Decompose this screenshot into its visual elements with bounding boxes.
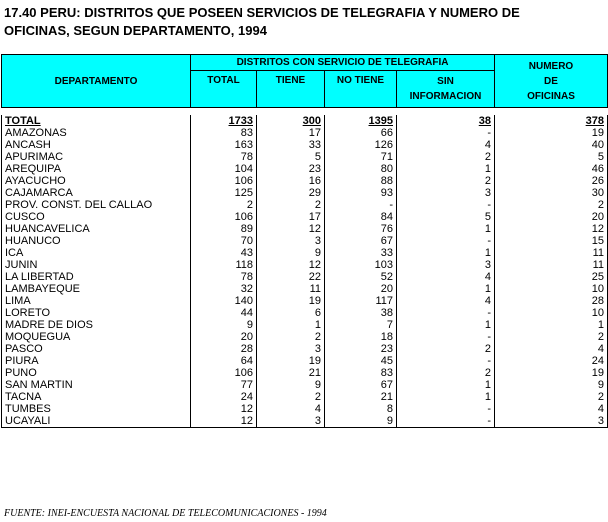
cell-departamento: LORETO: [2, 307, 191, 319]
cell-oficinas: 40: [495, 139, 608, 151]
cell-oficinas: 2: [495, 391, 608, 403]
cell-tiene: 2: [257, 199, 325, 211]
cell-no-tiene: 67: [325, 379, 397, 391]
cell-total: 118: [191, 259, 257, 271]
cell-no-tiene: 66: [325, 127, 397, 139]
cell-oficinas: 25: [495, 271, 608, 283]
cell-total: 140: [191, 295, 257, 307]
cell-sin-informacion: 5: [397, 211, 495, 223]
table-row: [2, 151, 608, 163]
table-row: [2, 355, 608, 367]
cell-total: 64: [191, 355, 257, 367]
table-header: [2, 55, 608, 108]
table-row: [2, 331, 608, 343]
header-group-telegrafia: DISTRITOS CON SERVICIO DE TELEGRAFIA: [191, 55, 495, 71]
cell-total: 70: [191, 235, 257, 247]
cell-total: 44: [191, 307, 257, 319]
cell-no-tiene: 7: [325, 319, 397, 331]
cell-no-tiene: 117: [325, 295, 397, 307]
cell-departamento: SAN MARTIN: [2, 379, 191, 391]
cell-total: 24: [191, 391, 257, 403]
table-row: [2, 295, 608, 307]
cell-total: 89: [191, 223, 257, 235]
cell-tiene: 19: [257, 295, 325, 307]
cell-total: 106: [191, 211, 257, 223]
header-numero-line-3: OFICINAS: [527, 90, 575, 102]
table-row-total: [2, 115, 608, 127]
table-row: [2, 235, 608, 247]
header-total: TOTAL: [191, 71, 257, 108]
cell-oficinas: 1: [495, 319, 608, 331]
table-row: [2, 319, 608, 331]
table-row: [2, 343, 608, 355]
cell-no-tiene: -: [325, 199, 397, 211]
cell-sin-informacion: 1: [397, 379, 495, 391]
cell-departamento: AMAZONAS: [2, 127, 191, 139]
cell-departamento: PIURA: [2, 355, 191, 367]
cell-tiene: 16: [257, 175, 325, 187]
cell-tiene: 2: [257, 391, 325, 403]
cell-no-tiene: 76: [325, 223, 397, 235]
cell-oficinas: 10: [495, 283, 608, 295]
cell-total: 9: [191, 319, 257, 331]
cell-departamento: CUSCO: [2, 211, 191, 223]
cell-tiene: 23: [257, 163, 325, 175]
cell-total: 106: [191, 175, 257, 187]
cell-tiene: 19: [257, 355, 325, 367]
table-row: [2, 127, 608, 139]
cell-no-tiene: 52: [325, 271, 397, 283]
cell-total: 77: [191, 379, 257, 391]
cell-oficinas: 9: [495, 379, 608, 391]
cell-tiene: 9: [257, 379, 325, 391]
cell-tiene: 2: [257, 331, 325, 343]
cell-sin-informacion: 2: [397, 175, 495, 187]
cell-no-tiene: 103: [325, 259, 397, 271]
table-row: [2, 415, 608, 428]
cell-tiene: 11: [257, 283, 325, 295]
cell-oficinas: 10: [495, 307, 608, 319]
cell-no-tiene: 71: [325, 151, 397, 163]
table-row: [2, 199, 608, 211]
cell-no-tiene: 38: [325, 307, 397, 319]
cell-oficinas: 378: [495, 115, 608, 127]
cell-tiene: 12: [257, 259, 325, 271]
cell-oficinas: 46: [495, 163, 608, 175]
cell-sin-informacion: 3: [397, 259, 495, 271]
cell-total: 163: [191, 139, 257, 151]
cell-departamento: PUNO: [2, 367, 191, 379]
table-row: [2, 175, 608, 187]
cell-total: 20: [191, 331, 257, 343]
table-row: [2, 247, 608, 259]
cell-no-tiene: 23: [325, 343, 397, 355]
cell-tiene: 29: [257, 187, 325, 199]
cell-oficinas: 19: [495, 127, 608, 139]
cell-total: 28: [191, 343, 257, 355]
cell-no-tiene: 83: [325, 367, 397, 379]
header-tiene: TIENE: [257, 71, 325, 108]
header-numero-line-1: NUMERO: [528, 60, 574, 72]
table-row: [2, 403, 608, 415]
cell-total: 1733: [191, 115, 257, 127]
cell-tiene: 21: [257, 367, 325, 379]
cell-departamento: LAMBAYEQUE: [2, 283, 191, 295]
cell-departamento: PASCO: [2, 343, 191, 355]
cell-no-tiene: 1395: [325, 115, 397, 127]
cell-sin-informacion: 2: [397, 343, 495, 355]
cell-tiene: 3: [257, 415, 325, 428]
cell-tiene: 17: [257, 211, 325, 223]
header-sin-line-1: SIN: [437, 76, 454, 87]
cell-oficinas: 26: [495, 175, 608, 187]
cell-departamento: LA LIBERTAD: [2, 271, 191, 283]
cell-sin-informacion: 4: [397, 139, 495, 151]
cell-tiene: 22: [257, 271, 325, 283]
cell-total: 2: [191, 199, 257, 211]
cell-oficinas: 11: [495, 247, 608, 259]
table-title: [4, 4, 604, 40]
cell-total: 78: [191, 271, 257, 283]
cell-sin-informacion: 38: [397, 115, 495, 127]
table-row: [2, 391, 608, 403]
cell-no-tiene: 8: [325, 403, 397, 415]
cell-oficinas: 19: [495, 367, 608, 379]
cell-sin-informacion: 1: [397, 283, 495, 295]
cell-departamento: MADRE DE DIOS: [2, 319, 191, 331]
cell-departamento: TUMBES: [2, 403, 191, 415]
cell-departamento: JUNIN: [2, 259, 191, 271]
cell-sin-informacion: 1: [397, 247, 495, 259]
cell-oficinas: 4: [495, 343, 608, 355]
cell-no-tiene: 93: [325, 187, 397, 199]
cell-total: 12: [191, 415, 257, 428]
cell-total: 104: [191, 163, 257, 175]
cell-sin-informacion: 1: [397, 223, 495, 235]
header-separator: [2, 108, 608, 116]
cell-no-tiene: 84: [325, 211, 397, 223]
cell-no-tiene: 21: [325, 391, 397, 403]
cell-sin-informacion: -: [397, 415, 495, 428]
cell-departamento: PROV. CONST. DEL CALLAO: [2, 199, 191, 211]
cell-no-tiene: 45: [325, 355, 397, 367]
header-sin-line-2: INFORMACION: [409, 91, 482, 102]
cell-total: 43: [191, 247, 257, 259]
cell-departamento: TACNA: [2, 391, 191, 403]
cell-departamento: TOTAL: [2, 115, 191, 127]
table-row: [2, 223, 608, 235]
table-row: [2, 259, 608, 271]
cell-oficinas: 2: [495, 199, 608, 211]
table-row: [2, 163, 608, 175]
cell-tiene: 9: [257, 247, 325, 259]
table-row: [2, 271, 608, 283]
cell-departamento: CAJAMARCA: [2, 187, 191, 199]
cell-departamento: MOQUEGUA: [2, 331, 191, 343]
table-row: [2, 139, 608, 151]
cell-departamento: UCAYALI: [2, 415, 191, 428]
cell-no-tiene: 18: [325, 331, 397, 343]
cell-oficinas: 11: [495, 259, 608, 271]
table-row: [2, 187, 608, 199]
title-line-2: OFICINAS, SEGUN DEPARTAMENTO, 1994: [4, 23, 267, 38]
cell-departamento: AYACUCHO: [2, 175, 191, 187]
cell-departamento: ANCASH: [2, 139, 191, 151]
table-row: [2, 307, 608, 319]
title-line-1: 17.40 PERU: DISTRITOS QUE POSEEN SERVICIOS DE TELEGRAFIA Y NUMERO DE: [4, 5, 520, 20]
cell-no-tiene: 80: [325, 163, 397, 175]
cell-tiene: 17: [257, 127, 325, 139]
cell-sin-informacion: -: [397, 199, 495, 211]
cell-no-tiene: 67: [325, 235, 397, 247]
cell-oficinas: 15: [495, 235, 608, 247]
cell-tiene: 4: [257, 403, 325, 415]
cell-tiene: 5: [257, 151, 325, 163]
cell-no-tiene: 126: [325, 139, 397, 151]
cell-oficinas: 24: [495, 355, 608, 367]
header-sin-informacion: [397, 71, 495, 108]
table-row: [2, 283, 608, 295]
cell-sin-informacion: -: [397, 403, 495, 415]
cell-sin-informacion: 1: [397, 319, 495, 331]
cell-sin-informacion: -: [397, 331, 495, 343]
cell-oficinas: 3: [495, 415, 608, 428]
cell-departamento: LIMA: [2, 295, 191, 307]
table-row: [2, 367, 608, 379]
cell-oficinas: 30: [495, 187, 608, 199]
cell-sin-informacion: 2: [397, 367, 495, 379]
cell-sin-informacion: -: [397, 307, 495, 319]
cell-oficinas: 4: [495, 403, 608, 415]
cell-total: 32: [191, 283, 257, 295]
cell-oficinas: 12: [495, 223, 608, 235]
table-row: [2, 211, 608, 223]
cell-total: 125: [191, 187, 257, 199]
cell-oficinas: 5: [495, 151, 608, 163]
header-no-tiene: NO TIENE: [325, 71, 397, 108]
source-note: FUENTE: INEI-ENCUESTA NACIONAL DE TELECOMUNICACIONES - 1994: [4, 508, 327, 519]
cell-oficinas: 28: [495, 295, 608, 307]
cell-tiene: 3: [257, 343, 325, 355]
cell-sin-informacion: 2: [397, 151, 495, 163]
header-numero-oficinas: [495, 55, 608, 108]
cell-departamento: HUANUCO: [2, 235, 191, 247]
cell-oficinas: 20: [495, 211, 608, 223]
cell-sin-informacion: -: [397, 355, 495, 367]
cell-tiene: 12: [257, 223, 325, 235]
header-numero-line-2: DE: [544, 75, 558, 87]
cell-sin-informacion: -: [397, 235, 495, 247]
cell-no-tiene: 9: [325, 415, 397, 428]
cell-tiene: 33: [257, 139, 325, 151]
cell-departamento: HUANCAVELICA: [2, 223, 191, 235]
cell-departamento: AREQUIPA: [2, 163, 191, 175]
cell-total: 106: [191, 367, 257, 379]
table-row: [2, 379, 608, 391]
cell-departamento: APURIMAC: [2, 151, 191, 163]
table-body: [2, 108, 608, 428]
cell-no-tiene: 33: [325, 247, 397, 259]
statistics-table: [1, 54, 608, 428]
cell-tiene: 6: [257, 307, 325, 319]
cell-sin-informacion: 3: [397, 187, 495, 199]
header-departamento: DEPARTAMENTO: [2, 55, 191, 108]
cell-departamento: ICA: [2, 247, 191, 259]
cell-no-tiene: 20: [325, 283, 397, 295]
cell-tiene: 300: [257, 115, 325, 127]
cell-sin-informacion: 4: [397, 295, 495, 307]
cell-sin-informacion: 1: [397, 391, 495, 403]
cell-tiene: 3: [257, 235, 325, 247]
cell-oficinas: 2: [495, 331, 608, 343]
cell-tiene: 1: [257, 319, 325, 331]
cell-no-tiene: 88: [325, 175, 397, 187]
cell-total: 83: [191, 127, 257, 139]
cell-sin-informacion: 4: [397, 271, 495, 283]
cell-sin-informacion: 1: [397, 163, 495, 175]
cell-total: 12: [191, 403, 257, 415]
cell-sin-informacion: -: [397, 127, 495, 139]
cell-total: 78: [191, 151, 257, 163]
